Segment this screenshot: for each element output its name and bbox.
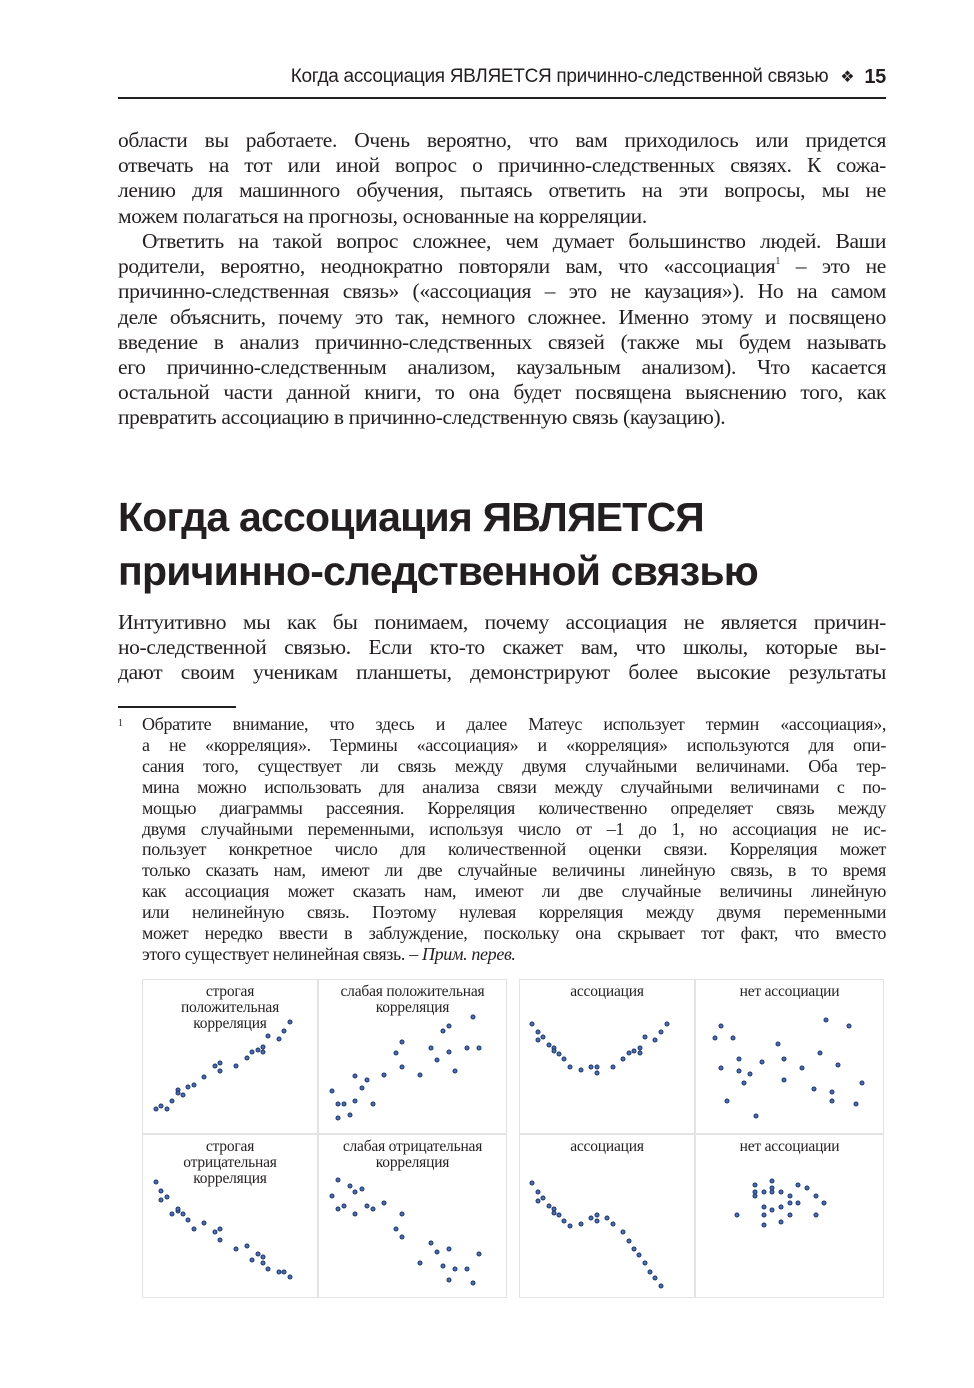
data-point (659, 1284, 664, 1289)
panel-title (319, 984, 506, 1016)
data-point (713, 1036, 718, 1041)
data-point (371, 1207, 376, 1212)
data-point (282, 1029, 287, 1034)
panel-title-line: корреляция (375, 999, 450, 1016)
text-line: превратить ассоциацию в причинно-следственную связь (каузацию). (118, 405, 726, 430)
text-line-with-footnote-ref (118, 254, 886, 279)
data-point (854, 1102, 859, 1107)
data-point (400, 1065, 405, 1070)
text-line: лению для машинного обучения, пытаясь ответить на эти вопросы, мы не (118, 178, 886, 203)
data-point (192, 1227, 197, 1232)
data-point (595, 1071, 600, 1076)
data-point (336, 1102, 341, 1107)
data-point (742, 1081, 747, 1086)
data-point (218, 1227, 223, 1232)
data-point (770, 1208, 775, 1213)
data-point (788, 1213, 793, 1218)
data-point (353, 1074, 358, 1079)
data-point (611, 1222, 616, 1227)
data-point (814, 1213, 819, 1218)
footnote-line: сания того, существует ли связь между двумя случайными величинами. Оба тер- (142, 755, 886, 776)
data-point (805, 1186, 810, 1191)
data-point (753, 1183, 758, 1188)
data-point (165, 1195, 170, 1200)
data-point (637, 1253, 642, 1258)
footnote-line: а не «корреляция». Термины «ассоциация» и «корреляция» используются для опи- (142, 734, 886, 755)
scatter-panel-no-association-scatter (695, 979, 884, 1134)
data-point (288, 1020, 293, 1025)
data-point (234, 1247, 239, 1252)
data-point (348, 1184, 353, 1189)
running-head (118, 62, 886, 92)
data-point (762, 1205, 767, 1210)
data-point (536, 1199, 541, 1204)
data-point (266, 1034, 271, 1039)
footnote-line: Обратите внимание, что здесь и далее Матеус использует термин «ассоциация», (142, 714, 886, 734)
text-fragment: родители, вероятно, неоднократно повторяли вам, что «ассоциация (118, 254, 776, 279)
data-point (400, 1235, 405, 1240)
data-point (638, 1051, 643, 1056)
data-point (818, 1051, 823, 1056)
data-point (762, 1190, 767, 1195)
running-head-title: Когда ассоциация ЯВЛЯЕТСЯ причинно-следственной связью (290, 66, 829, 87)
data-point (568, 1065, 573, 1070)
data-point (261, 1261, 266, 1266)
data-point (653, 1276, 658, 1281)
data-point (245, 1244, 250, 1249)
panel-title-line: корреляция (375, 1154, 450, 1171)
text-fragment: этого существует нелинейная связь. – (142, 943, 422, 964)
data-point (277, 1037, 282, 1042)
data-point (360, 1187, 365, 1192)
data-point (800, 1066, 805, 1071)
data-point (261, 1050, 266, 1055)
data-point (394, 1227, 399, 1232)
text-line: но-следственной связью. Если кто-то скажет вам, что школы, которые вы- (118, 635, 886, 660)
footnote-mark: 1 (118, 718, 123, 729)
panel-title (143, 984, 317, 1032)
data-point (595, 1219, 600, 1224)
paragraph-continued (118, 128, 886, 229)
translator-note: Прим. перев. (422, 943, 516, 964)
data-point (365, 1078, 370, 1083)
data-point (382, 1073, 387, 1078)
data-point (165, 1107, 170, 1112)
data-point (822, 1201, 827, 1206)
data-point (632, 1049, 637, 1054)
data-point (627, 1239, 632, 1244)
scatter-panel-strong-positive (142, 979, 318, 1134)
data-point (471, 1015, 476, 1020)
data-point (788, 1201, 793, 1206)
page-number: 15 (864, 65, 886, 88)
footnote-reference[interactable]: 1 (775, 256, 781, 268)
panel-title (319, 1139, 506, 1171)
data-point (735, 1213, 740, 1218)
footnote-line: как ассоциация может сказать нам, имеют ли две случайные величины линейную (142, 881, 886, 902)
data-point (536, 1038, 541, 1043)
data-point (779, 1220, 784, 1225)
data-point (192, 1083, 197, 1088)
panel-title-line: нет ассоциации (739, 983, 840, 1000)
data-point (181, 1212, 186, 1217)
data-point (382, 1201, 387, 1206)
data-point (441, 1264, 446, 1269)
data-point (579, 1068, 584, 1073)
data-point (234, 1064, 239, 1069)
data-point (814, 1194, 819, 1199)
text-line: причинно-следственная связь» («ассоциация – это не каузация»). Но на самом (118, 279, 886, 304)
scatter-panel-association-s (519, 1134, 695, 1298)
paragraph-intuition (118, 610, 886, 686)
text-line: Ответить на такой вопрос сложнее, чем думает большинство людей. Ваши (142, 229, 886, 253)
data-point (330, 1089, 335, 1094)
text-line: введение в анализ причинно-следственных связей (также мы будем называть (118, 329, 886, 354)
data-point (643, 1261, 648, 1266)
data-point (202, 1075, 207, 1080)
panel-title-line: слабая положительная (340, 983, 485, 1000)
data-point (595, 1065, 600, 1070)
panel-title (520, 1139, 694, 1155)
data-point (181, 1093, 186, 1098)
data-point (477, 1252, 482, 1257)
data-point (595, 1213, 600, 1218)
scatter-panel-weak-positive (318, 979, 507, 1134)
data-point (589, 1065, 594, 1070)
data-point (447, 1050, 452, 1055)
text-line: его причинно-следственным анализом, каузальным анализом). Что касается (118, 355, 886, 380)
data-point (760, 1060, 765, 1065)
data-point (579, 1222, 584, 1227)
footnote-line: только сказать нам, имеют ли две случайные величины линейную связь, в то время (142, 860, 886, 881)
data-point (435, 1058, 440, 1063)
data-point (465, 1267, 470, 1272)
data-point (365, 1204, 370, 1209)
data-point (447, 1024, 452, 1029)
footnote-line: мина можно использовать для анализа связи между случайными величинами с по- (142, 776, 886, 797)
section-heading-line: Когда ассоциация ЯВЛЯЕТСЯ (118, 494, 704, 540)
data-point (648, 1270, 653, 1275)
footnote-line: пользует конкретное число для количественной оценки связи. Корреляция может (142, 839, 886, 860)
data-point (643, 1035, 648, 1040)
data-point (557, 1052, 562, 1057)
panel-title-line: строгая (205, 983, 255, 1000)
data-point (218, 1238, 223, 1243)
data-point (824, 1018, 829, 1023)
text-line: Интуитивно мы как бы понимаем, почему ассоциация не является причин- (118, 610, 886, 634)
data-point (418, 1261, 423, 1266)
data-point (453, 1069, 458, 1074)
data-point (562, 1057, 567, 1062)
footnote-line: может нередко ввести в заблуждение, поскольку она скрывает тот факт, что вместо (142, 923, 886, 944)
data-point (632, 1247, 637, 1252)
data-point (762, 1223, 767, 1228)
data-point (342, 1204, 347, 1209)
data-point (847, 1024, 852, 1029)
data-point (779, 1205, 784, 1210)
data-point (186, 1085, 191, 1090)
data-point (202, 1221, 207, 1226)
data-point (812, 1087, 817, 1092)
data-point (782, 1078, 787, 1083)
data-point (330, 1194, 335, 1199)
data-point (796, 1201, 801, 1206)
data-point (429, 1046, 434, 1051)
data-point (213, 1064, 218, 1069)
data-point (176, 1207, 181, 1212)
data-point (250, 1050, 255, 1055)
data-point (611, 1065, 616, 1070)
data-point (568, 1224, 573, 1229)
data-point (562, 1219, 567, 1224)
footnote (118, 714, 886, 965)
data-point (754, 1114, 759, 1119)
data-point (213, 1230, 218, 1235)
data-point (770, 1179, 775, 1184)
data-point (530, 1181, 535, 1186)
data-point (860, 1081, 865, 1086)
data-point (541, 1196, 546, 1201)
data-point (250, 1258, 255, 1263)
footnote-body (142, 714, 886, 965)
data-point (371, 1102, 376, 1107)
panel-title (520, 984, 694, 1000)
data-point (429, 1241, 434, 1246)
data-point (400, 1212, 405, 1217)
footnote-line: двумя случайными переменными, используя число от –1 до 1, но ассоциация не ис- (142, 818, 886, 839)
data-point (536, 1190, 541, 1195)
section-heading-line: причинно-следственной связью (118, 548, 758, 594)
data-point (836, 1063, 841, 1068)
data-point (665, 1022, 670, 1027)
data-point (154, 1180, 159, 1185)
text-line: дают своим ученикам планшеты, демонстрируют более высокие результаты (118, 660, 886, 685)
data-point (753, 1194, 758, 1199)
data-point (353, 1099, 358, 1104)
scatter-panel-strong-negative (142, 1134, 318, 1298)
panel-title-line: строгая (205, 1138, 255, 1155)
data-point (447, 1278, 452, 1283)
data-point (288, 1275, 293, 1280)
scatter-panel-association-u (519, 979, 695, 1134)
data-point (218, 1061, 223, 1066)
data-point (342, 1102, 347, 1107)
data-point (348, 1113, 353, 1118)
data-point (218, 1069, 223, 1074)
data-point (589, 1216, 594, 1221)
footnote-line: или нелинейную связь. Поэтому нулевая корреляция между двумя переменными (142, 902, 886, 923)
panel-title (696, 984, 883, 1000)
data-point (471, 1281, 476, 1286)
data-point (557, 1213, 562, 1218)
text-line: области вы работаете. Очень вероятно, что вам приходилось или придется (118, 128, 886, 152)
panel-title-line: нет ассоциации (739, 1138, 840, 1155)
panel-title-line: положительная (180, 999, 280, 1016)
panel-title-line: отрицательная (183, 1154, 277, 1171)
panel-title-line: слабая отрицательная (342, 1138, 483, 1155)
data-point (465, 1046, 470, 1051)
data-point (830, 1099, 835, 1104)
data-point (170, 1099, 175, 1104)
data-point (770, 1190, 775, 1195)
data-point (748, 1072, 753, 1077)
data-point (336, 1207, 341, 1212)
footnote-separator (118, 706, 236, 708)
data-point (441, 1029, 446, 1034)
section-heading (118, 490, 886, 598)
footnote-line: мощью диаграммы рассеяния. Корреляция количественно определяет связь между (142, 797, 886, 818)
data-point (536, 1030, 541, 1035)
data-point (779, 1190, 784, 1195)
data-point (731, 1036, 736, 1041)
text-fragment: – это не (780, 254, 886, 279)
scatter-panel-no-association-cluster (695, 1134, 884, 1298)
data-point (762, 1213, 767, 1218)
data-point (159, 1198, 164, 1203)
data-point (400, 1040, 405, 1045)
panel-title (143, 1139, 317, 1187)
panel-title-line: ассоциация (570, 983, 644, 1000)
panel-title (696, 1139, 883, 1155)
header-rule (118, 97, 886, 99)
data-point (394, 1051, 399, 1056)
data-point (725, 1099, 730, 1104)
data-point (830, 1090, 835, 1095)
data-point (245, 1056, 250, 1061)
data-point (170, 1212, 175, 1217)
data-point (360, 1086, 365, 1091)
scatter-panel-weak-negative (318, 1134, 507, 1298)
data-point (605, 1216, 610, 1221)
data-point (776, 1042, 781, 1047)
data-point (336, 1178, 341, 1183)
text-line: деле объяснить, почему это так, немного сложнее. Именно этому и посвящено (118, 304, 886, 329)
data-point (737, 1057, 742, 1062)
data-point (530, 1022, 535, 1027)
data-point (788, 1194, 793, 1199)
data-point (719, 1066, 724, 1071)
data-point (782, 1057, 787, 1062)
data-point (621, 1057, 626, 1062)
data-point (186, 1218, 191, 1223)
data-point (477, 1046, 482, 1051)
text-line: остальной части данной книги, то она будет посвящена выяснению того, как (118, 380, 886, 405)
data-point (453, 1267, 458, 1272)
data-point (266, 1267, 271, 1272)
text-line: можем полагаться на прогнозы, основанные на корреляции. (118, 203, 647, 228)
paragraph-association (118, 229, 886, 431)
panel-title-line: корреляция (193, 1015, 267, 1032)
data-point (418, 1073, 423, 1078)
data-point (621, 1230, 626, 1235)
data-point (261, 1045, 266, 1050)
data-point (159, 1189, 164, 1194)
footnote-line (142, 944, 886, 965)
data-point (541, 1035, 546, 1040)
text-line: отвечать на тот или иной вопрос о причинно-следственных связях. К сожа- (118, 153, 886, 178)
data-point (261, 1255, 266, 1260)
data-point (353, 1190, 358, 1195)
data-point (159, 1104, 164, 1109)
data-point (719, 1024, 724, 1029)
data-point (653, 1038, 658, 1043)
ornament-diamond-icon: ❖ (840, 69, 855, 86)
panel-title-line: ассоциация (570, 1138, 644, 1155)
data-point (282, 1270, 287, 1275)
data-point (447, 1247, 452, 1252)
panel-title-line: корреляция (193, 1170, 267, 1187)
data-point (353, 1212, 358, 1217)
data-point (737, 1069, 742, 1074)
data-point (435, 1250, 440, 1255)
data-point (796, 1183, 801, 1188)
data-point (154, 1107, 159, 1112)
data-point (659, 1030, 664, 1035)
data-point (336, 1116, 341, 1121)
